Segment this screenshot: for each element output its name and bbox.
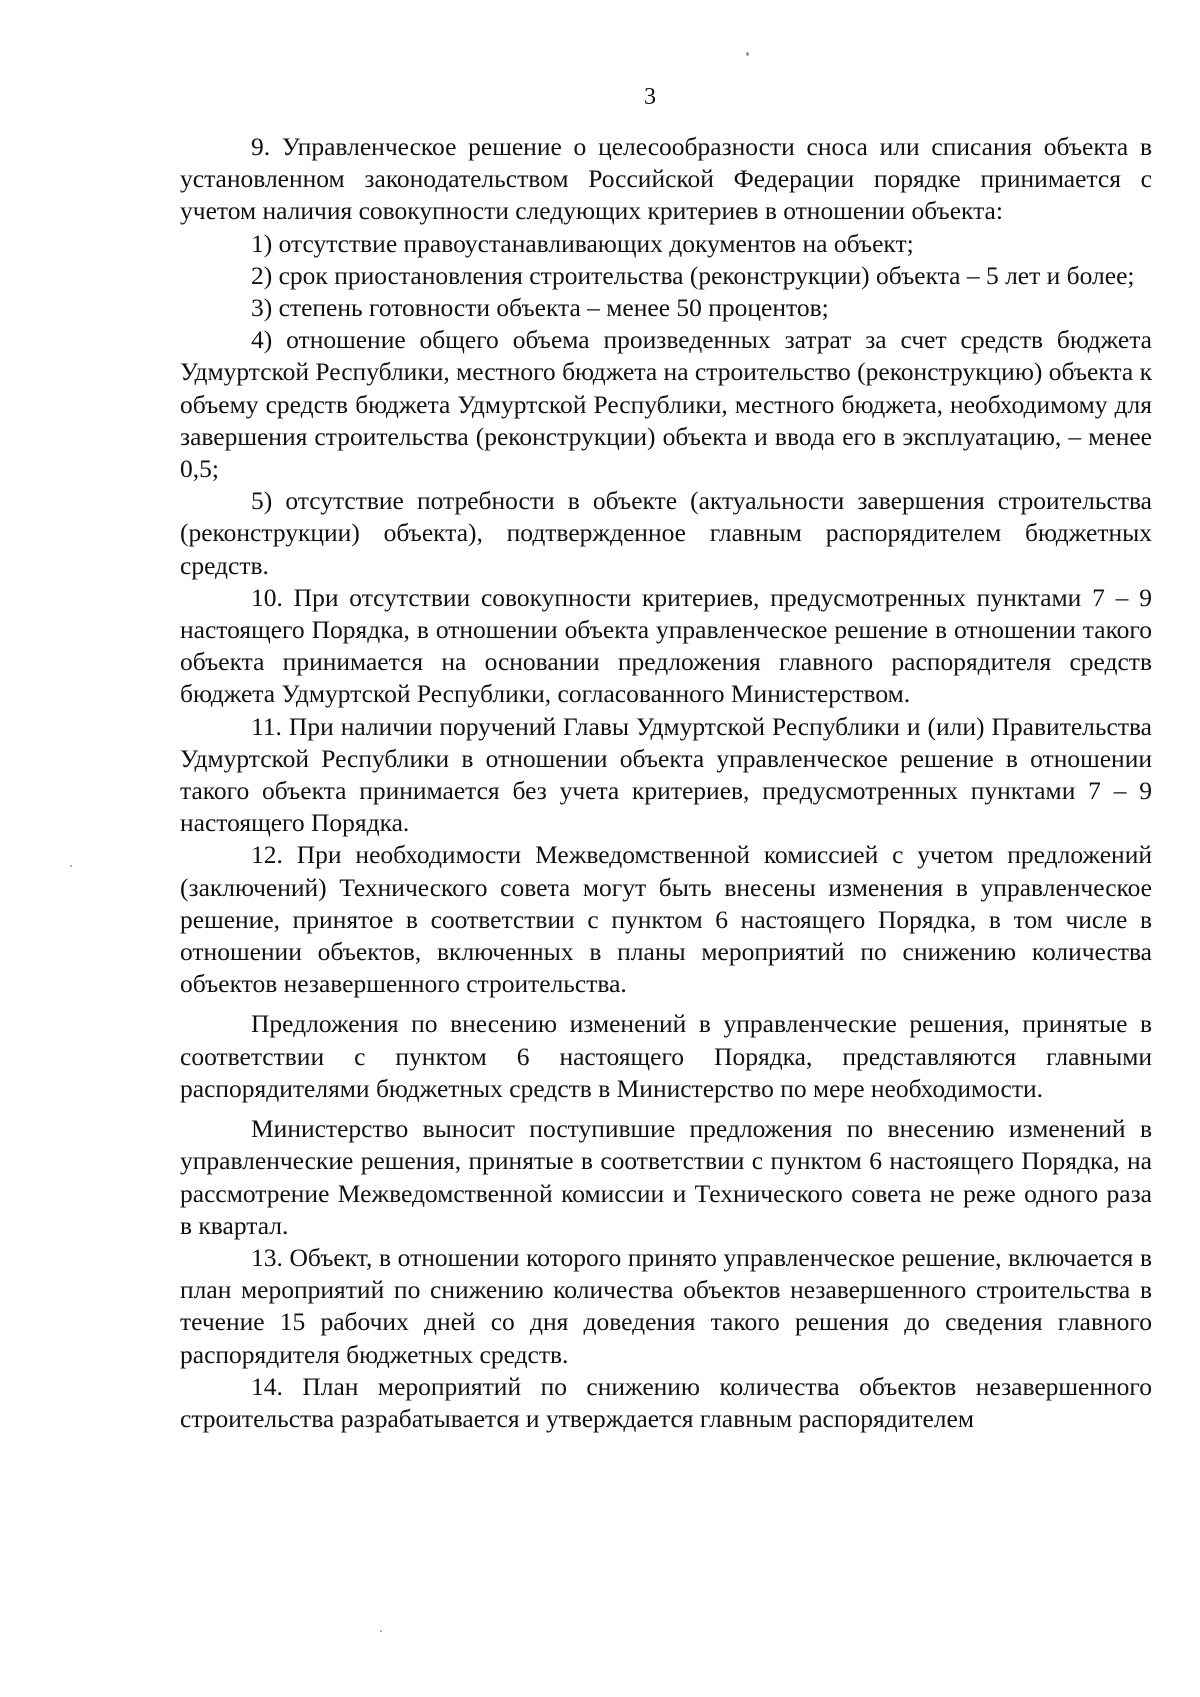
paragraph-12: 12. При необходимости Межведомственной комиссией с учетом предложений (заключений) Технического совета могут быть внесены изменения в управленческое решение, принятое в соответствии с пунктом 6 настоящего Порядка, в том числе в отношении объектов, включенных в планы мероприятий по снижению количества объектов незавершенного строительства. [180,840,1152,999]
paragraph-12-proposals: Предложения по внесению изменений в управленческие решения, принятые в соответствии с пунктом 6 настоящего Порядка, представляются главными распорядителями бюджетных средств в Министерство по мере необходимости. [180,1009,1152,1103]
scan-speck [746,52,749,56]
paragraph-12-ministry: Министерство выносит поступившие предложения по внесению изменений в управленческие решения, принятые в соответствии с пунктом 6 настоящего Порядка, на рассмотрение Межведомственной комиссии и Технического совета не реже одного раза в квартал. [180,1114,1152,1240]
page-number: 3 [644,84,656,110]
criterion-5: 5) отсутствие потребности в объекте (актуальности завершения строительства (реконструкции) объекта), подтвержденное главным распорядителем бюджетных средств. [180,486,1152,580]
paragraph-13: 13. Объект, в отношении которого принято управленческое решение, включается в план мероприятий по снижению количества объектов незавершенного строительства в течение 15 рабочих дней со дня доведения такого решения до сведения главного распорядителя бюджетных средств. [180,1242,1152,1369]
criterion-3: 3) степень готовности объекта – менее 50 процентов; [251,293,829,323]
criterion-1: 1) отсутствие правоустанавливающих документов на объект; [251,228,914,258]
paragraph-9: 9. Управленческое решение о целесообразности сноса или списания объекта в установленном законодательством Российской Федерации порядке принимается с учетом наличия совокупности следующих критериев в отношении объекта: [180,132,1152,226]
criterion-2: 2) срок приостановления строительства (реконструкции) объекта – 5 лет и более; [251,260,1135,290]
document-body [180,131,1152,1435]
paragraph-14: 14. План мероприятий по снижению количества объектов незавершенного строительства разрабатывается и утверждается главным распорядителем [180,1371,1152,1433]
scan-speck [380,1630,382,1632]
scan-speck [70,865,72,867]
paragraph-10: 10. При отсутствии совокупности критериев, предусмотренных пунктами 7 – 9 настоящего Порядка, в отношении объекта управленческое решение в отношении такого объекта принимается на основании предложения главного распорядителя средств бюджета Удмуртской Республики, согласованного Министерством. [180,582,1152,709]
paragraph-11: 11. При наличии поручений Главы Удмуртской Республики и (или) Правительства Удмуртской Республики в отношении объекта управленческое решение в отношении такого объекта принимается без учета критериев, предусмотренных пунктами 7 – 9 настоящего Порядка. [180,711,1152,838]
criterion-4: 4) отношение общего объема произведенных затрат за счет средств бюджета Удмуртской Республики, местного бюджета на строительство (реконструкцию) объекта к объему средств бюджета Удмуртской Республики, местного бюджета, необходимому для завершения строительства (реконструкции) объекта и ввода его в эксплуатацию, – менее 0,5; [180,325,1152,484]
